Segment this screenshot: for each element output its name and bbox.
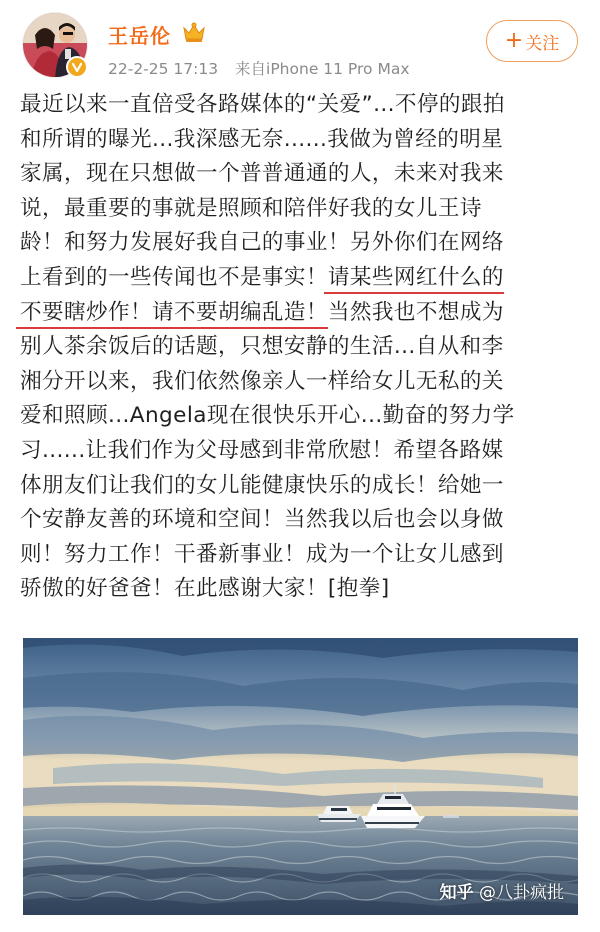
post-text-segment: 骄傲的好爸爸！在此感谢大家！[抱拳]	[20, 576, 390, 602]
post-text-segment: 最近以来一直倍受各路媒体的“关爱”...不停的跟拍	[20, 92, 505, 117]
post-line	[20, 226, 586, 261]
post-text-segment: 别人茶余饭后的话题，只想安静的生活...自从和李	[20, 334, 504, 360]
post-line	[20, 330, 586, 365]
post-text-segment: 家属，现在只想做一个普普通通的人，未来对我来	[20, 161, 504, 187]
post-line	[20, 261, 586, 296]
post-image[interactable]	[23, 638, 578, 915]
post-text-segment: 体朋友们让我们的女儿能健康快乐的成长！给她一	[20, 472, 504, 498]
post-text-segment: 龄！和努力发展好我自己的事业！另外你们在网络	[20, 230, 504, 256]
watermark	[440, 878, 564, 903]
post-line	[20, 123, 586, 158]
post-text	[20, 88, 586, 607]
post-text-segment: 则！努力工作！干番新事业！成为一个让女儿感到	[20, 541, 504, 567]
post-line	[20, 399, 586, 434]
watermark-site: 知乎	[439, 883, 474, 903]
username[interactable]: 王岳伦	[108, 24, 171, 48]
crown-icon	[182, 21, 206, 43]
post-line	[20, 88, 586, 123]
post-line	[20, 538, 586, 573]
post-line	[20, 192, 586, 227]
post-line	[20, 296, 586, 331]
underlined-text: 请某些网红什么的	[327, 264, 504, 290]
post-text-segment: 当然我也不想成为	[327, 299, 504, 325]
seascape-painting	[23, 638, 578, 915]
follow-label: 关注	[525, 33, 560, 54]
post-text-segment: 上看到的一些传闻也不是事实！	[20, 264, 328, 290]
post-line	[20, 572, 586, 607]
post-text-segment: 湘分开以来，我们依然像亲人一样给女儿无私的关	[20, 368, 504, 394]
post-text-segment: 习......让我们作为父母感到非常欣慰！希望各路媒	[20, 437, 504, 463]
post-line	[20, 157, 586, 192]
plus-icon: +	[504, 28, 524, 53]
post-text-segment: 爱和照顾...Angela现在很快乐开心...勤奋的努力学	[20, 403, 515, 429]
post-text-segment: 个安静友善的环境和空间！当然我以后也会以身做	[20, 507, 504, 533]
post-meta	[108, 57, 410, 79]
post-line	[20, 503, 586, 538]
post-date: 22-2-25 17:13	[108, 60, 219, 78]
underlined-text: 不要瞎炒作！请不要胡编乱造！	[20, 299, 328, 325]
post-line	[20, 365, 586, 400]
post-text-segment: 和所谓的曝光...我深感无奈......我做为曾经的明星	[20, 126, 504, 152]
verified-badge-icon	[66, 56, 88, 78]
watermark-handle: @八卦疯批	[479, 883, 564, 903]
post-source: 来自iPhone 11 Pro Max	[235, 60, 410, 78]
post-line	[20, 469, 586, 504]
follow-button[interactable]	[486, 20, 578, 62]
post-line	[20, 434, 586, 469]
post-text-segment: 说，最重要的事就是照顾和陪伴好我的女儿王诗	[20, 195, 482, 221]
